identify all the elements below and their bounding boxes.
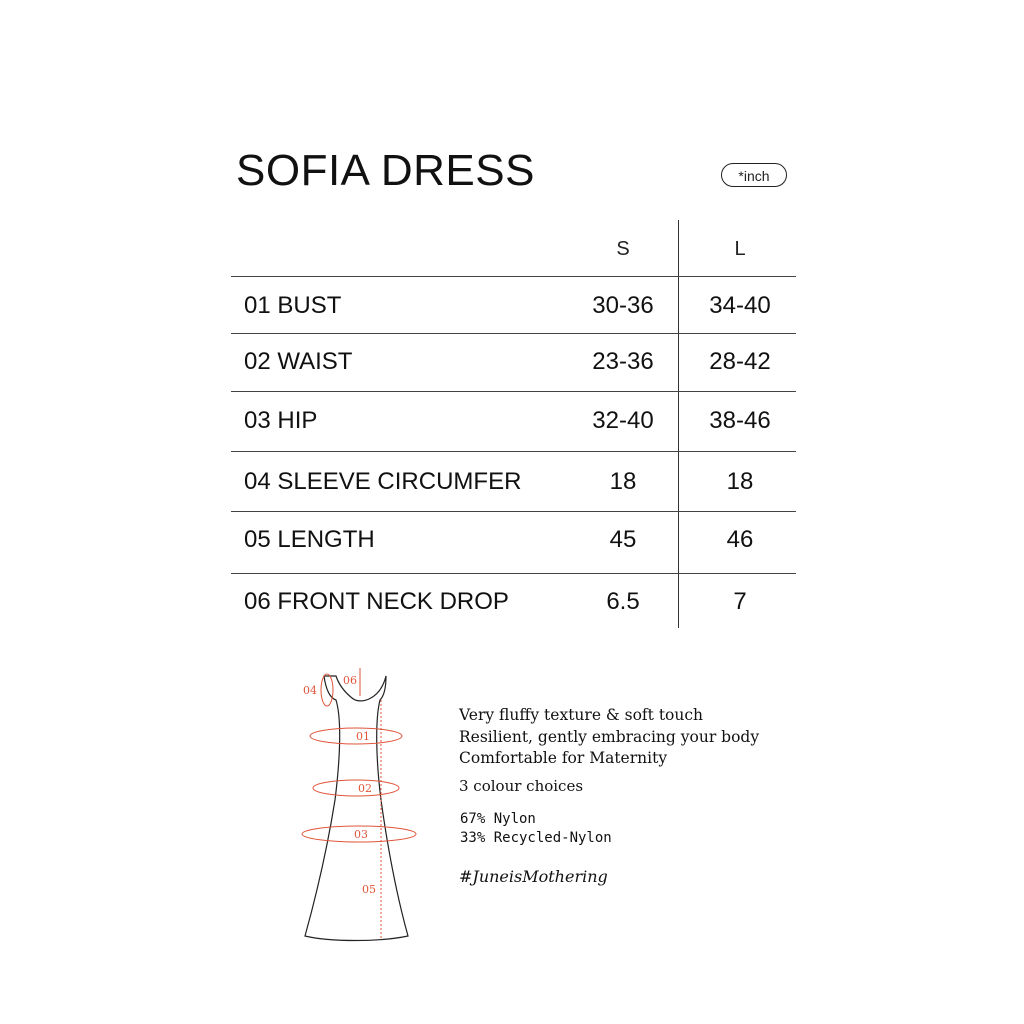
cell-neck-drop-s: 6.5	[606, 588, 640, 615]
marker-03: 03	[354, 828, 368, 841]
row-divider	[231, 276, 796, 277]
row-label-hip: 03 HIP	[244, 407, 318, 434]
row-divider	[231, 333, 796, 334]
cell-neck-drop-l: 7	[733, 588, 747, 615]
fabric-recycled-nylon: 33% Recycled-Nylon	[460, 830, 612, 846]
header-size-s: S	[616, 238, 630, 260]
row-label-bust: 01 BUST	[244, 292, 342, 319]
row-label-waist: 02 WAIST	[244, 348, 353, 375]
colour-choices: 3 colour choices	[459, 777, 584, 795]
row-divider	[231, 451, 796, 452]
row-label-sleeve: 04 SLEEVE CIRCUMFER	[244, 468, 522, 495]
cell-length-s: 45	[609, 526, 637, 553]
product-title: SOFIA DRESS	[236, 146, 535, 195]
feature-maternity: Comfortable for Maternity	[459, 749, 668, 767]
row-divider	[231, 573, 796, 574]
cell-hip-l: 38-46	[709, 407, 771, 434]
row-label-neck-drop: 06 FRONT NECK DROP	[244, 588, 509, 615]
cell-waist-s: 23-36	[592, 348, 654, 375]
feature-texture: Very fluffy texture & soft touch	[459, 706, 704, 724]
cell-sleeve-s: 18	[609, 468, 637, 495]
row-label-length: 05 LENGTH	[244, 526, 375, 553]
dress-outline	[305, 676, 408, 941]
dress-measurement-diagram	[280, 660, 430, 950]
header-size-l: L	[734, 238, 746, 260]
cell-bust-l: 34-40	[709, 292, 771, 319]
cell-hip-s: 32-40	[592, 407, 654, 434]
marker-01: 01	[356, 730, 370, 743]
marker-06: 06	[343, 674, 357, 687]
hashtag: #JuneisMothering	[459, 867, 608, 886]
cell-sleeve-l: 18	[726, 468, 754, 495]
cell-waist-l: 28-42	[709, 348, 771, 375]
row-divider	[231, 391, 796, 392]
fabric-nylon: 67% Nylon	[460, 811, 536, 827]
marker-02: 02	[358, 782, 372, 795]
column-divider	[678, 220, 679, 628]
row-divider	[231, 511, 796, 512]
waist-measure-line	[313, 780, 399, 796]
feature-resilient: Resilient, gently embracing your body	[459, 728, 760, 746]
cell-bust-s: 30-36	[592, 292, 654, 319]
cell-length-l: 46	[726, 526, 754, 553]
marker-04: 04	[303, 684, 317, 697]
unit-badge: *inch	[721, 163, 787, 187]
marker-05: 05	[362, 883, 376, 896]
